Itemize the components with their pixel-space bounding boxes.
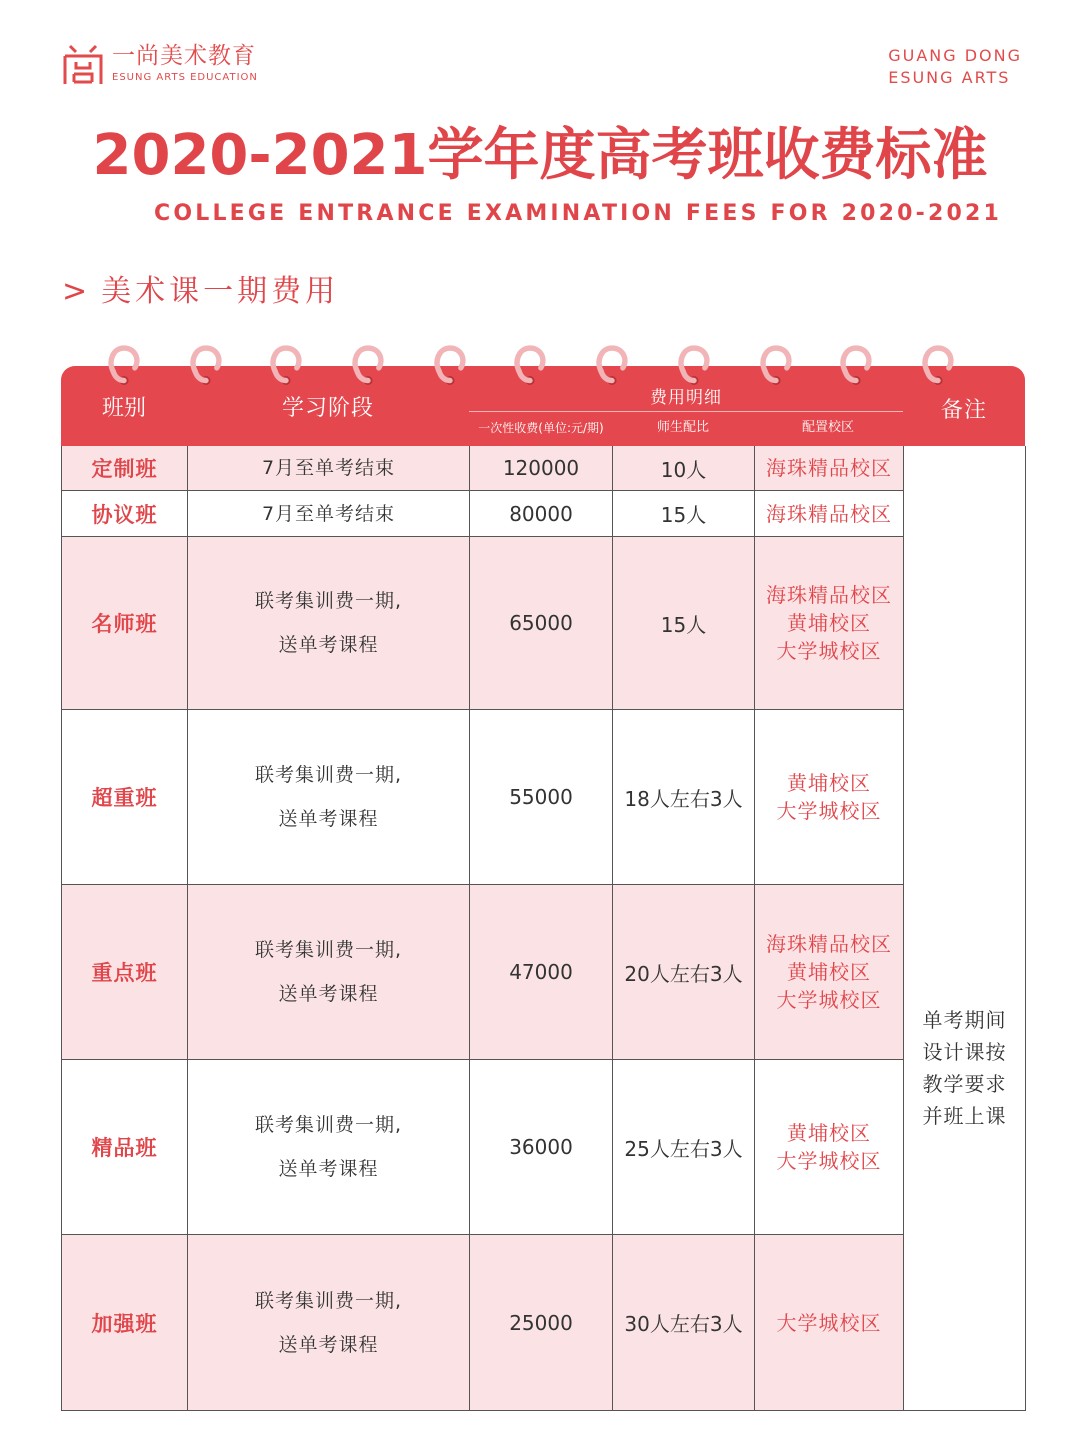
- logo-cn-text: 一尚美术教育: [112, 43, 256, 69]
- campus-name: 大学城校区: [776, 1310, 882, 1335]
- fee-cell: [470, 491, 613, 537]
- campus-cell: [755, 537, 904, 710]
- binding-ring-icon: [432, 344, 468, 390]
- page-subtitle: COLLEGE ENTRANCE EXAMINATION FEES FOR 2020-2021: [154, 201, 1003, 226]
- header-ratio: 师生配比: [656, 420, 709, 435]
- campus-name: 大学城校区: [776, 639, 882, 663]
- binding-ring-icon: [594, 344, 630, 390]
- note-line: 设计课按: [922, 1040, 1007, 1064]
- class-name: 定制班: [91, 457, 158, 481]
- header-divider: [469, 411, 903, 412]
- campus-name: 海珠精品校区: [766, 456, 892, 480]
- ratio-cell: [613, 446, 755, 491]
- class-name-cell: [62, 537, 188, 710]
- ratio-value: 18人左右3人: [624, 786, 743, 811]
- note-line: 单考期间: [922, 1008, 1007, 1032]
- class-name-cell: [62, 1060, 188, 1235]
- binding-ring-icon: [838, 344, 874, 390]
- ratio-value: 25人左右3人: [624, 1136, 743, 1161]
- ratio-cell: [613, 1235, 755, 1411]
- campus-cell: [755, 491, 904, 537]
- chevron-right-icon: >: [62, 274, 92, 309]
- class-name-cell: [62, 710, 188, 885]
- binding-ring-icon: [350, 344, 386, 390]
- ratio-cell: [613, 1060, 755, 1235]
- ratio-cell: [613, 885, 755, 1060]
- fee-value: 80000: [509, 501, 573, 526]
- stage-cell: [188, 446, 470, 491]
- campus-name: 黄埔校区: [787, 960, 871, 984]
- corner-label: [888, 45, 1022, 89]
- binding-ring-icon: [512, 344, 548, 390]
- stage-cell: [188, 491, 470, 537]
- campus-name: 海珠精品校区: [766, 932, 892, 956]
- header-fee: 一次性收费(单位:元/期): [478, 421, 604, 435]
- fee-value: 65000: [509, 611, 573, 635]
- class-name: 名师班: [91, 612, 158, 636]
- stage-line-2: 送单考课程: [278, 634, 379, 656]
- ratio-cell: [613, 537, 755, 710]
- stage-line-1: 联考集训费一期,: [254, 764, 403, 786]
- ratio-cell: [613, 491, 755, 537]
- ratio-value: 15人: [660, 503, 707, 527]
- campus-name: 大学城校区: [776, 1149, 882, 1173]
- corner-line-2: ESUNG ARTS: [888, 68, 1011, 87]
- stage-line-2: 送单考课程: [278, 1158, 379, 1180]
- fee-cell: [470, 710, 613, 885]
- class-name: 精品班: [91, 1136, 158, 1160]
- fee-cell: [470, 1060, 613, 1235]
- campus-cell: [755, 710, 904, 885]
- campus-name: 海珠精品校区: [766, 583, 892, 607]
- binding-ring-icon: [188, 344, 224, 390]
- campus-name: 大学城校区: [776, 799, 882, 823]
- campus-cell: [755, 446, 904, 491]
- class-name: 协议班: [91, 502, 158, 527]
- section-title: 美术课一期费用: [101, 274, 340, 309]
- stage-cell: [188, 1060, 470, 1235]
- fee-cell: [470, 446, 613, 491]
- stage-line-1: 联考集训费一期,: [254, 590, 403, 612]
- campus-name: 大学城校区: [776, 988, 882, 1012]
- campus-cell: [755, 885, 904, 1060]
- class-name-cell: [62, 1235, 188, 1411]
- binding-ring-icon: [106, 344, 142, 390]
- fee-cell: [470, 1235, 613, 1411]
- fee-value: 47000: [509, 960, 573, 984]
- campus-name: 黄埔校区: [787, 1121, 871, 1145]
- stage-line-1: 联考集训费一期,: [254, 1114, 403, 1136]
- fee-value: 36000: [509, 1135, 573, 1159]
- stage-cell: [188, 885, 470, 1060]
- campus-name: 海珠精品校区: [766, 501, 892, 526]
- note-cell: [904, 446, 1026, 1411]
- campus-cell: [755, 1060, 904, 1235]
- table-body: [61, 446, 1025, 1411]
- class-name-cell: [62, 491, 188, 537]
- stage-cell: [188, 1235, 470, 1411]
- stage-line-1: 7月至单考结束: [261, 502, 396, 525]
- page-title: 2020-2021学年度高考班收费标准: [92, 123, 988, 188]
- stage-line-2: 送单考课程: [278, 1333, 379, 1356]
- header-stage: 学习阶段: [281, 396, 374, 421]
- fee-cell: [470, 885, 613, 1060]
- binding-ring-icon: [676, 344, 712, 390]
- ratio-value: 20人左右3人: [624, 961, 743, 986]
- campus-name: 黄埔校区: [787, 611, 871, 635]
- binding-ring-icon: [758, 344, 794, 390]
- fee-value: 25000: [509, 1310, 573, 1335]
- corner-line-1: GUANG DONG: [888, 46, 1022, 65]
- fee-value: 120000: [502, 456, 580, 480]
- class-name: 加强班: [91, 1311, 158, 1336]
- brand-logo: [62, 42, 258, 86]
- stage-line-1: 7月至单考结束: [261, 457, 396, 479]
- note-line: 并班上课: [922, 1104, 1007, 1128]
- class-name-cell: [62, 885, 188, 1060]
- fee-cell: [470, 537, 613, 710]
- logo-en-text: ESUNG ARTS EDUCATION: [112, 72, 258, 83]
- fee-value: 55000: [509, 785, 573, 809]
- class-name-cell: [62, 446, 188, 491]
- header-class: 班别: [101, 396, 146, 421]
- ratio-value: 15人: [660, 612, 707, 637]
- ratio-value: 30人左右3人: [624, 1312, 743, 1336]
- class-name: 重点班: [91, 961, 158, 985]
- stage-cell: [188, 710, 470, 885]
- header-fee-group: 费用明细: [650, 388, 722, 408]
- stage-line-1: 联考集训费一期,: [254, 939, 403, 961]
- campus-cell: [755, 1235, 904, 1411]
- binding-ring-icon: [268, 344, 304, 390]
- logo-mark-icon: [62, 42, 104, 86]
- header-campus: 配置校区: [801, 420, 854, 435]
- ratio-value: 10人: [660, 457, 707, 482]
- note-line: 教学要求: [922, 1072, 1007, 1096]
- binding-ring-icon: [920, 344, 956, 390]
- class-name: 超重班: [91, 786, 158, 810]
- header-note: 备注: [940, 398, 987, 423]
- stage-line-2: 送单考课程: [278, 808, 379, 830]
- ratio-cell: [613, 710, 755, 885]
- stage-cell: [188, 537, 470, 710]
- section-heading: [62, 270, 339, 314]
- fee-table: [61, 366, 1025, 1411]
- stage-line-1: 联考集训费一期,: [254, 1289, 403, 1312]
- campus-name: 黄埔校区: [787, 771, 871, 795]
- stage-line-2: 送单考课程: [278, 983, 379, 1005]
